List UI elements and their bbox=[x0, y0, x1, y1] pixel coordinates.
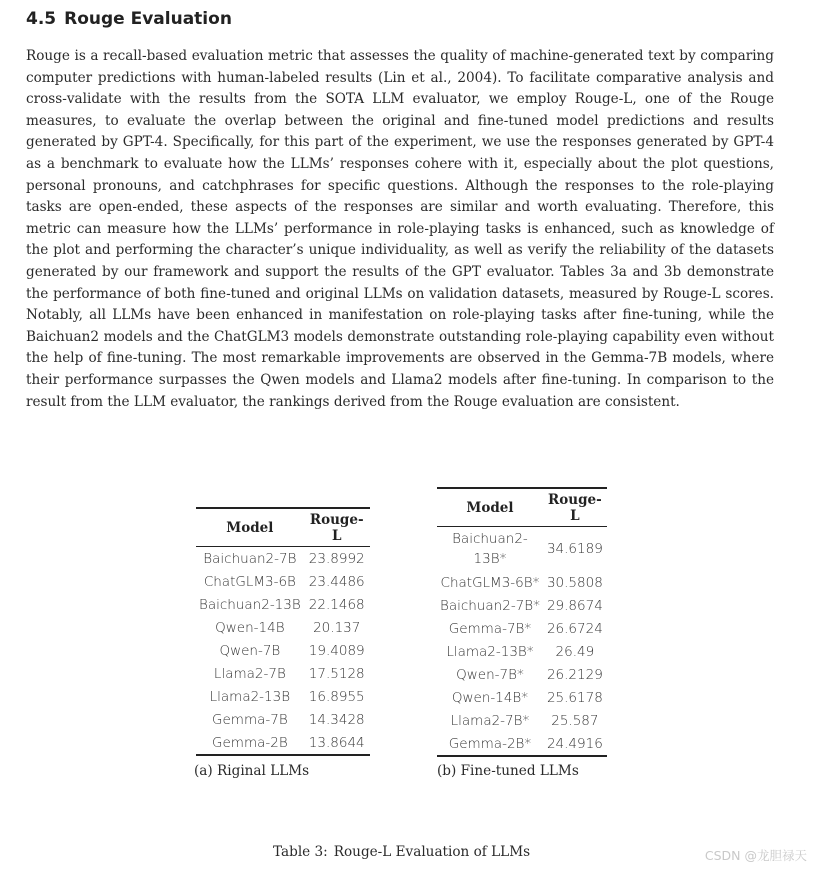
table-row bbox=[196, 685, 370, 708]
watermark: CSDN @龙胆禄天 bbox=[704, 848, 807, 863]
section-number: 4.5 bbox=[26, 9, 57, 29]
model-cell: Gemma-2B bbox=[212, 734, 288, 751]
score-cell: 34.6189 bbox=[546, 541, 603, 557]
table-row bbox=[196, 639, 370, 662]
score-cell: 20.137 bbox=[313, 619, 361, 636]
subcaption-original: (a) Riginal LLMs bbox=[194, 763, 310, 779]
table-row bbox=[437, 594, 607, 617]
table-fine-tuned-llms bbox=[437, 487, 607, 757]
table-row bbox=[437, 617, 607, 640]
model-cell: Llama2-13B bbox=[209, 688, 291, 705]
table-row bbox=[437, 640, 607, 663]
model-cell: Qwen-7B* bbox=[456, 666, 524, 683]
table-row bbox=[196, 616, 370, 639]
model-cell: ChatGLM3-6B* bbox=[440, 574, 540, 591]
model-cell: Gemma-2B* bbox=[448, 735, 532, 752]
score-cell: 16.8955 bbox=[308, 688, 365, 705]
score-cell: 30.5808 bbox=[546, 574, 603, 591]
score-cell: 26.6724 bbox=[546, 620, 603, 637]
section-heading bbox=[26, 9, 232, 29]
table-row bbox=[196, 593, 370, 616]
score-cell: 29.8674 bbox=[546, 597, 603, 614]
table-row bbox=[196, 662, 370, 685]
model-cell: Gemma-7B* bbox=[448, 620, 532, 637]
table-row bbox=[437, 663, 607, 686]
subcaption-fine-tuned: (b) Fine-tuned LLMs bbox=[437, 763, 579, 779]
model-cell: Qwen-14B bbox=[215, 619, 285, 636]
table-row bbox=[196, 570, 370, 593]
table-original-llms bbox=[196, 507, 370, 756]
model-cell: Baichuan2-7B bbox=[203, 550, 297, 567]
score-cell: 17.5128 bbox=[308, 665, 365, 682]
score-cell: 23.4486 bbox=[308, 573, 365, 590]
score-cell: 13.8644 bbox=[308, 734, 365, 751]
model-cell: Qwen-7B bbox=[219, 642, 281, 659]
score-cell: 25.587 bbox=[551, 712, 599, 729]
score-cell: 14.3428 bbox=[308, 711, 365, 728]
model-cell: Baichuan2-13B bbox=[199, 596, 301, 613]
model-cell: Qwen-14B* bbox=[451, 689, 529, 706]
table-caption bbox=[273, 844, 530, 860]
table-row bbox=[437, 527, 607, 572]
table-caption-text: Rouge-L Evaluation of LLMs bbox=[333, 844, 531, 860]
table-row bbox=[196, 547, 370, 571]
table-row bbox=[196, 731, 370, 755]
table-row bbox=[437, 571, 607, 594]
table-header-row bbox=[196, 508, 370, 547]
table-row bbox=[196, 708, 370, 731]
table-row bbox=[437, 732, 607, 756]
table-caption-label: Table 3: bbox=[273, 844, 328, 860]
model-cell: Llama2-13B* bbox=[446, 643, 534, 660]
table-header-row bbox=[437, 488, 607, 527]
model-cell: Baichuan2-13B* bbox=[452, 531, 528, 567]
model-cell: Baichuan2-7B* bbox=[440, 597, 540, 614]
score-cell: 22.1468 bbox=[308, 596, 365, 613]
column-header-model: Model bbox=[196, 508, 304, 547]
score-cell: 26.2129 bbox=[546, 666, 603, 683]
model-cell: Llama2-7B bbox=[213, 665, 286, 682]
score-cell: 24.4916 bbox=[546, 735, 603, 752]
column-header-rouge-l: Rouge-L bbox=[304, 508, 370, 547]
score-cell: 19.4089 bbox=[308, 642, 365, 659]
column-header-model: Model bbox=[437, 488, 543, 527]
section-title: Rouge Evaluation bbox=[64, 9, 232, 29]
column-header-rouge-l: Rouge-L bbox=[543, 488, 607, 527]
score-cell: 26.49 bbox=[555, 643, 595, 660]
table-row bbox=[437, 709, 607, 732]
score-cell: 25.6178 bbox=[546, 689, 603, 706]
model-cell: ChatGLM3-6B bbox=[203, 573, 296, 590]
body-paragraph: Rouge is a recall-based evaluation metric that assesses the quality of machine-generated text by comparing computer predictions with human-labeled results (Lin et al., 2004). To facilitate comparative analysis and cross-validate with the results from the SOTA LLM evaluator, we employ Rouge-L, one of the Rouge measures, to evaluate the overlap between the original and fine-tuned model predictions and results generated by GPT-4. Specifically, for this part of the experiment, we use the responses generated by GPT-4 as a benchmark to evaluate how the LLMs’ responses cohere with it, especially about the plot questions, personal pronouns, and catchphrases for specific questions. Although the responses to the role-playing tasks are open-ended, these aspects of the responses are similar and worth evaluating. Therefore, this metric can measure how the LLMs’ performance in role-playing tasks is enhanced, such as knowledge of the plot and performing the character’s unique individuality, as well as verify the reliability of the datasets generated by our framework and support the results of the GPT evaluator. Tables 3a and 3b demonstrate the performance of both fine-tuned and original LLMs on validation datasets, measured by Rouge-L scores. Notably, all LLMs have been enhanced in manifestation on role-playing tasks after fine-tuning, while the Baichuan2 models and the ChatGLM3 models demonstrate outstanding role-playing capability even without the help of fine-tuning. The most remarkable improvements are observed in the Gemma-7B models, where their performance surpasses the Qwen models and Llama2 models after fine-tuning. In comparison to the result from the LLM evaluator, the rankings derived from the Rouge evaluation are consistent. bbox=[26, 48, 774, 410]
model-cell: Gemma-7B bbox=[212, 711, 288, 728]
score-cell: 23.8992 bbox=[308, 550, 365, 567]
model-cell: Llama2-7B* bbox=[450, 712, 530, 729]
table-row bbox=[437, 686, 607, 709]
